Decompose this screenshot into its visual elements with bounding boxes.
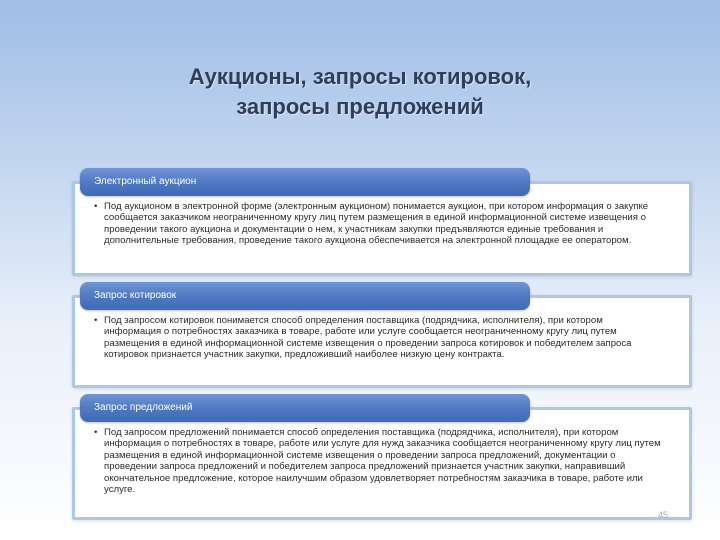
bullet-icon: • — [94, 427, 98, 438]
section-bullet — [94, 315, 662, 361]
bullet-icon: • — [94, 201, 98, 212]
slide-title-line-2: запросы предложений — [236, 94, 484, 119]
section-bullet-text: Под аукционом в электронной форме (электронным аукционом) понимается аукцион, при котором информация о закупке сообщается заказчиком неограниченному кругу лиц путем размещения в единой информационной системе извещения о проведении такого аукциона и документации о нем, к участникам закупки предъявляются единые требования и дополнительные требования, проведение такого аукциона обеспечивается на электронной площадке ее оператором. — [104, 201, 649, 247]
section-heading: Запрос котировок — [80, 282, 530, 310]
section-heading: Электронный аукцион — [80, 168, 530, 196]
section-heading: Запрос предложений — [80, 394, 530, 422]
section-bullet-text: Под запросом котировок понимается способ определения поставщика (подрядчика, исполнителя), при котором информация о потребностях заказчика в товаре, работе или услуге сообщается неограниченному кругу лиц путем размещения в единой информационной системе извещения о проведении запроса котировок и победителем запроса котировок признается участник закупки, предложивший наиболее низкую цену контракта. — [104, 315, 632, 361]
section-bullet-text: Под запросом предложений понимается способ определения поставщика (подрядчика, исполнителя), при котором информация о потребностях в товаре, работе или услуге для нужд заказчика сообщается неограниченному кругу лиц путем размещения в единой информационной системе извещения о проведении запроса предложений, документации о проведении запроса предложений и победителем запроса предложений признается участник закупки, направивший окончательное предложение, которое наилучшим образом удовлетворяет потребностям заказчика в товаре, работе или услуге. — [104, 427, 661, 496]
slide-title — [0, 62, 720, 122]
slide-title-line-1: Аукционы, запросы котировок, — [188, 64, 532, 89]
section-bullet — [94, 427, 662, 495]
bullet-icon: • — [94, 315, 98, 326]
section-bullet — [94, 201, 662, 247]
section-quotation-request — [72, 282, 692, 388]
page-number: 45 — [657, 510, 668, 520]
section-electronic-auction — [72, 168, 692, 276]
section-proposal-request — [72, 394, 692, 520]
